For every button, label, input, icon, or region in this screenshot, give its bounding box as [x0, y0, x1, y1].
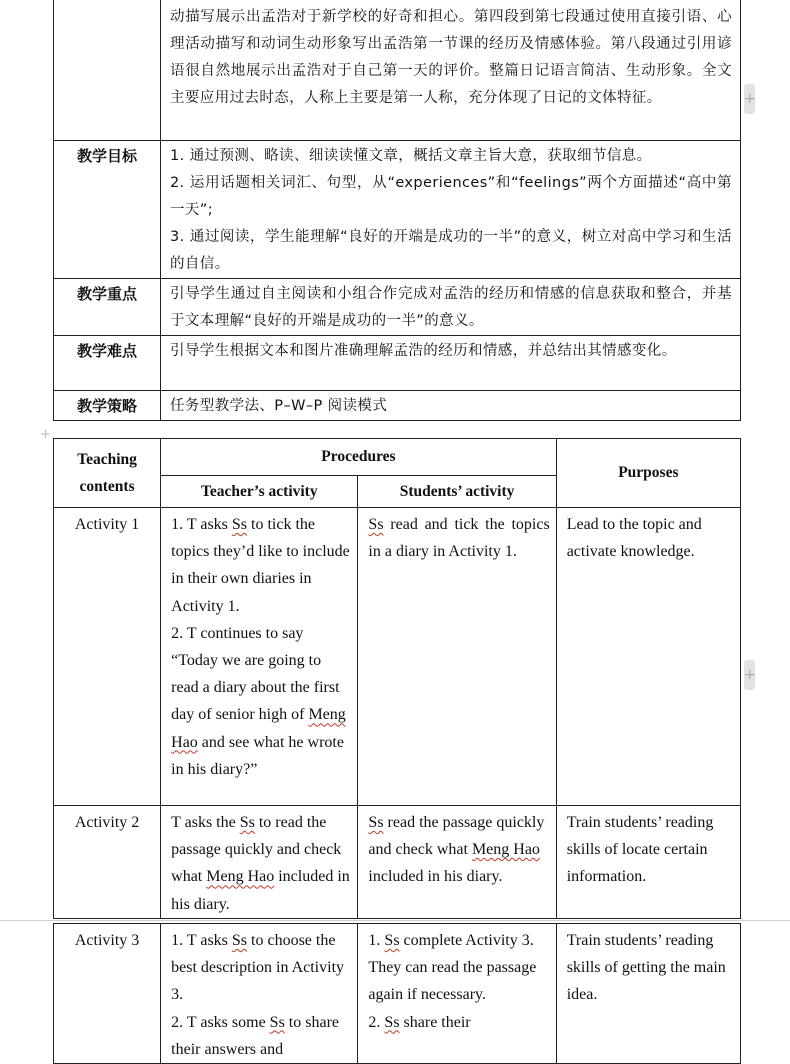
procedures-header: Procedures: [161, 439, 557, 476]
add-row-handle[interactable]: [744, 84, 755, 114]
teacher-activity-cell: 1. T asks Ss to choose the best description in Activity 3. 2. T asks some Ss to share their answers and: [161, 924, 358, 1064]
activity-name: Activity 3: [54, 924, 161, 1064]
empty-label-cell: [54, 0, 161, 141]
table-row: [54, 806, 741, 919]
table-row: [54, 924, 741, 1064]
purpose-cell: Train students’ reading skills of locate certain information.: [556, 806, 740, 919]
page-break-line: [0, 920, 790, 921]
analysis-text: 动描写展示出孟浩对于新学校的好奇和担心。第四段到第七段通过使用直接引语、心理活动描写和动词生动形象写出孟浩第一节课的经历及情感体验。第八段通过引用谚语很自然地展示出孟浩对于自己第一天的评价。整篇日记语言简洁、生动形象。全文主要应用过去时态，人称上主要是第一人称，充分体现了日记的文体特征。: [170, 9, 732, 106]
table-row: [54, 508, 741, 806]
add-row-handle[interactable]: [744, 660, 755, 690]
teacher-activity-cell: 1. T asks Ss to tick the topics they’d like to include in their own diaries in Activity 1. 2. T continues to say “Today we are going to read a diary about the first day of senior high of Meng Hao and see what he wrote in his diary?”: [161, 508, 358, 806]
purpose-cell: Lead to the topic and activate knowledge.: [556, 508, 740, 806]
goal-item: 1. 通过预测、略读、细读读懂文章，概括文章主旨大意，获取细节信息。: [170, 148, 652, 164]
strategy-text: 任务型教学法、P–W–P 阅读模式: [161, 391, 741, 421]
goals-label: 教学目标: [54, 141, 161, 279]
teaching-contents-header: Teaching contents: [54, 439, 161, 508]
goals-cell: [161, 141, 741, 279]
students-activity-header: Students’ activity: [358, 476, 556, 508]
students-activity-cell: 1. Ss complete Activity 3. They can read the passage again if necessary. 2. Ss share their: [358, 924, 556, 1064]
activity-name: Activity 2: [54, 806, 161, 919]
teacher-activity-header: Teacher’s activity: [161, 476, 358, 508]
strategy-label: 教学策略: [54, 391, 161, 421]
difficulties-label: 教学难点: [54, 336, 161, 391]
goal-item: 3. 通过阅读，学生能理解“良好的开端是成功的一半”的意义，树立对高中学习和生活的自信。: [170, 229, 732, 272]
students-activity-cell: Ss read and tick the topics in a diary in Activity 1.: [358, 508, 556, 806]
difficulties-text: 引导学生根据文本和图片准确理解孟浩的经历和情感，并总结出其情感变化。: [161, 336, 741, 391]
plus-icon: +: [744, 667, 756, 683]
purpose-cell: Train students’ reading skills of getting the main idea.: [556, 924, 740, 1064]
key-points-label: 教学重点: [54, 279, 161, 336]
goal-item: 2. 运用话题相关词汇、句型，从“experiences”和“feelings”两个方面描述“高中第一天”;: [170, 175, 732, 218]
students-activity-cell: Ss read the passage quickly and check what Meng Hao included in his diary.: [358, 806, 556, 919]
purposes-header: Purposes: [556, 439, 740, 508]
activity-name: Activity 1: [54, 508, 161, 806]
table-move-handle-icon[interactable]: +: [40, 427, 51, 442]
plus-icon: +: [744, 91, 756, 107]
key-points-text: 引导学生通过自主阅读和小组合作完成对孟浩的经历和情感的信息获取和整合，并基于文本理解“良好的开端是成功的一半”的意义。: [161, 279, 741, 336]
procedures-table: [53, 438, 741, 919]
teacher-activity-cell: T asks the Ss to read the passage quickly and check what Meng Hao included in his diary.: [161, 806, 358, 919]
procedures-table-continued: [53, 923, 741, 1064]
analysis-cell: [161, 0, 741, 141]
objectives-table: [53, 0, 741, 421]
